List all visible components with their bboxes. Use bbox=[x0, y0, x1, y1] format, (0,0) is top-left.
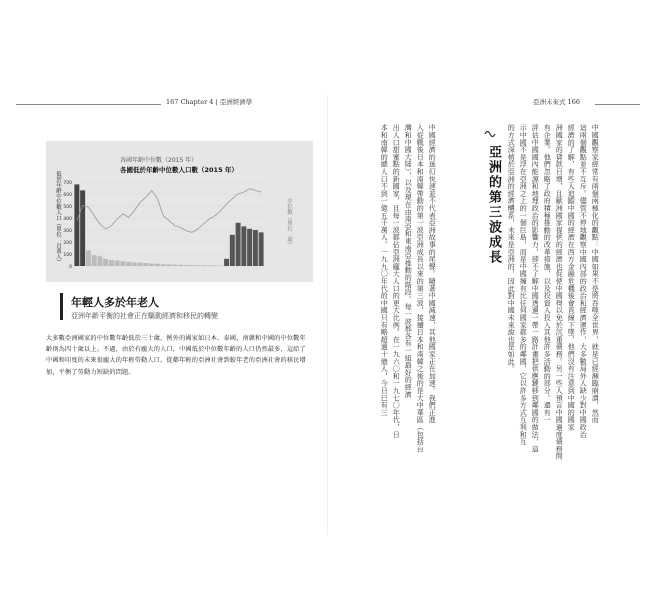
text-column: 洲國家的貸款日增，且歐洲國家提供的經濟也促使中國得以免於沉重債務。另一些人預言中國過度債務問 bbox=[555, 124, 564, 460]
section-body: 大多數亞洲國家的中位數年齡低於三十歲，例外的國家如日本、泰國、南韓和中國的中位數年齡則為四十歲以上。不過，由於有龐大的人口，中國低於中位數年齡的人口仍然最多，這給了中國和印度的未來很龐大的年輕勞動人口。從鄰年輕的亞洲社會到較年老的亞洲社會的移民增加，平衡了勞動力短缺的問題。 bbox=[46, 335, 306, 376]
bar bbox=[80, 190, 85, 266]
text-column: 出人口甜蜜點的新國家，且每一波都佔亞洲龐大人口的更大比例。在一九六〇和一九七〇年代，日 bbox=[392, 124, 401, 438]
y-tick-label: 700 bbox=[63, 181, 72, 186]
bar bbox=[161, 264, 166, 266]
chart-y-axis-label: 低於年齡中位數人口（單位：百萬人） bbox=[55, 171, 61, 265]
bar bbox=[97, 256, 102, 266]
bar bbox=[201, 265, 206, 266]
text-column: 有企業。他們忽略了政府積極推動的改革措施，以及投資人投入其他許多活動的部分。還有一 bbox=[543, 124, 552, 424]
bar bbox=[253, 230, 258, 266]
section-subtitle: 亞洲年齡平衡的社會正在驅動經濟和移民的轉變 bbox=[71, 312, 218, 320]
bar bbox=[224, 259, 229, 266]
y-tick-label: 0 bbox=[69, 265, 72, 270]
bar bbox=[103, 259, 108, 266]
y-tick-label: 400 bbox=[63, 217, 72, 222]
text-column: 中國觀察家經常有兩個兩極化的觀點：中國如果不是將吞噬全世界，就是已經瀕臨崩潰，然而 bbox=[591, 124, 600, 424]
bar bbox=[115, 261, 120, 266]
bar bbox=[120, 261, 125, 266]
bar bbox=[184, 265, 189, 266]
bar bbox=[178, 265, 183, 266]
bar bbox=[126, 262, 131, 266]
bar bbox=[109, 260, 114, 266]
text-column: 灣和中國大陸），以及現在由南亞和東南亞推動的階段。每一波都各有一組最好的經濟 bbox=[404, 124, 413, 398]
bar bbox=[138, 263, 143, 266]
chart-title: 各國年齡中位數（2015 年） bbox=[120, 157, 198, 164]
text-column: 評估中國國內能源和地理政治的影響力，卻不了解中國透過一帶一路計畫把供應鏈移到鄰國的做法，這 bbox=[531, 124, 540, 453]
bar bbox=[236, 223, 241, 266]
y-tick-label: 300 bbox=[63, 229, 72, 234]
bar bbox=[230, 235, 235, 266]
left-running-header: 167 Chapter 4 | 亞洲經濟學 bbox=[166, 98, 253, 106]
bar bbox=[207, 265, 212, 266]
chart-legend: 中位數（單位：歲） bbox=[286, 198, 292, 248]
y-tick-label: 600 bbox=[63, 193, 72, 198]
header-rule-left bbox=[16, 104, 161, 105]
bar bbox=[259, 232, 264, 266]
bar bbox=[92, 255, 97, 266]
y-tick-label: 200 bbox=[63, 241, 72, 246]
bar bbox=[155, 264, 160, 266]
bar bbox=[195, 265, 200, 266]
text-column: 示中國不是浮在亞洲之上的一個巨島，而是中國擁有比任何國家都多的鄰國，它以許多方式互利和互 bbox=[519, 124, 528, 446]
bar bbox=[86, 250, 91, 266]
text-column: 經濟的了解，有些人追蹤中國的經濟在西方金融危機後會直線下墜，他們沒有注意到中國的國家 bbox=[567, 124, 576, 431]
median-age-line bbox=[77, 189, 261, 233]
section-accent-bar bbox=[60, 293, 63, 320]
bar bbox=[190, 265, 195, 266]
chart-subtitle: 各國低於年齡中位數人口數（2015 年） bbox=[120, 166, 238, 174]
y-tick-label: 100 bbox=[63, 253, 72, 258]
wave-icon bbox=[484, 128, 496, 140]
bar bbox=[247, 229, 252, 266]
bar bbox=[172, 265, 177, 266]
bar bbox=[167, 264, 172, 266]
bar bbox=[74, 184, 79, 266]
section-heading: 亞洲的第三波成長 bbox=[486, 145, 501, 265]
chart-plot bbox=[60, 178, 270, 272]
text-column: 中國經濟的迷幻快速並不代表亞洲故事的尾聲。隨著中國減速，其他國家正在加速。我們正進 bbox=[428, 124, 437, 424]
bar bbox=[132, 262, 137, 266]
bar bbox=[213, 265, 218, 266]
y-tick-label: 500 bbox=[63, 205, 72, 210]
text-column: 本和南韓的總人口不到一億五千萬人。一九九〇年代的中國只有略超過十億人，今日已有三 bbox=[380, 124, 389, 416]
section-title: 年輕人多於年老人 bbox=[71, 296, 159, 309]
page-gutter bbox=[327, 95, 328, 535]
text-column: 入從戰後日本和南韓帶動的第一波亞洲成長以來的第三波，接續日本和南韓之後的是大中華區（包括台 bbox=[416, 124, 425, 453]
text-column: 的方式深植於亞洲的經濟體系，未來是亞洲的，因此對中國未來說也是如此。 bbox=[507, 124, 516, 373]
right-running-header: 亞洲未來式 166 bbox=[533, 98, 580, 106]
bar bbox=[241, 226, 246, 266]
bar bbox=[143, 263, 148, 266]
bar bbox=[149, 264, 154, 266]
text-column: 這兩個觀點並不互斥。儘管不停地觀察中國內部的政治和經濟運作，大多數局外人缺少對中國政治 bbox=[579, 124, 588, 438]
header-rule-right bbox=[595, 104, 640, 105]
